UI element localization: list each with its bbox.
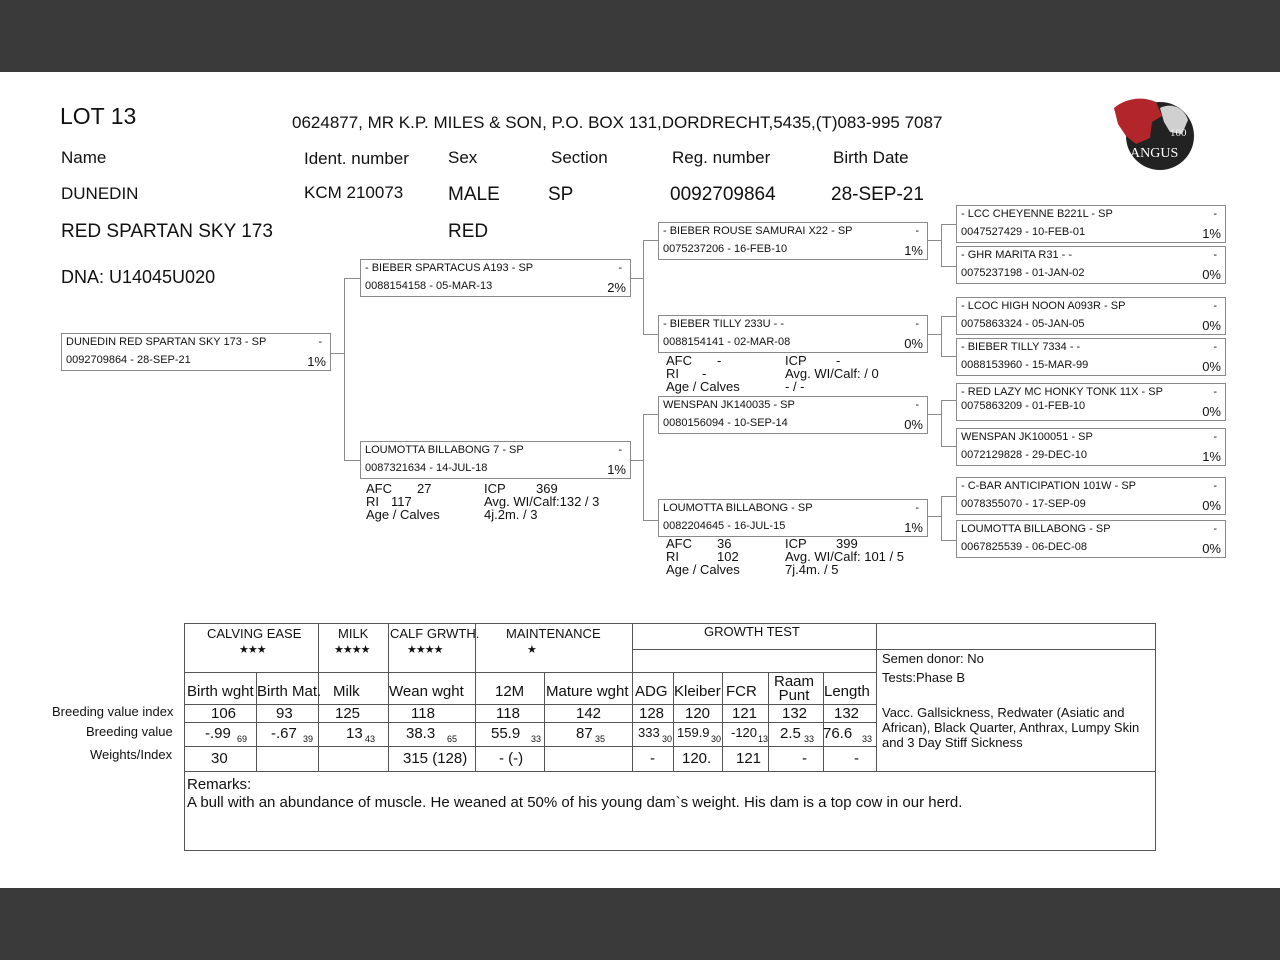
group-maint: MAINTENANCE [506, 626, 601, 641]
bvi-cell: 132 [834, 705, 860, 722]
sex-label: Sex [448, 148, 478, 167]
sire-dash: - [618, 262, 622, 274]
pedigree-text: 0088153960 - 15-MAR-99 [961, 359, 1089, 371]
pedigree-text: 0% [1202, 318, 1221, 333]
breeder-info: 0624877, MR K.P. MILES & SON, P.O. BOX 131,DORDRECHT,5435,(T)083-995 7087 [292, 113, 943, 132]
connector [941, 316, 942, 356]
col-12m: 12M [495, 683, 525, 700]
reg-value: 0092709864 [670, 184, 776, 205]
bv-cell: 2.5 [780, 725, 801, 742]
performance-text: AFC [666, 353, 692, 368]
dam-dash: - [618, 444, 622, 456]
performance-text: 399 [836, 536, 858, 551]
pedigree-ggp-6 [956, 428, 1226, 466]
dna-value: DNA: U14045U020 [61, 267, 216, 287]
pedigree-text: 0072129828 - 29-DEC-10 [961, 449, 1087, 461]
acc-cell: 30 [711, 734, 722, 744]
pedigree-text: WENSPAN JK140035 - SP [663, 399, 795, 411]
name-label: Name [61, 148, 107, 167]
pedigree-ggp-5 [956, 383, 1226, 421]
connector [629, 278, 644, 279]
table-rule [876, 624, 877, 771]
pedigree-text: 0075863324 - 05-JAN-05 [961, 318, 1085, 330]
sire-reg: 0088154158 - 05-MAR-13 [365, 280, 493, 292]
connector [941, 266, 956, 267]
performance-text: Age / Calves [666, 562, 740, 577]
connector [941, 400, 956, 401]
wt-cell: 121 [736, 750, 762, 767]
performance-text: Age / Calves [366, 507, 440, 522]
connector [643, 414, 658, 415]
connector [643, 240, 644, 334]
bvi-cell: 142 [576, 705, 602, 722]
performance-text: AFC [666, 536, 692, 551]
wt-cell: - [650, 750, 655, 767]
performance-text: ICP [484, 481, 506, 496]
name-value-2: RED SPARTAN SKY 173 [61, 221, 273, 242]
sex-value: MALE [448, 184, 500, 205]
dam-name: LOUMOTTA BILLABONG 7 - SP [365, 444, 524, 456]
pedigree-text: - BIEBER ROUSE SAMURAI X22 - SP [663, 225, 853, 237]
row-label-wt: Weights/Index [90, 747, 173, 762]
col-kleiber: Kleiber [674, 683, 721, 700]
tests: Tests:Phase B [882, 670, 966, 685]
acc-cell: 65 [447, 734, 458, 744]
performance-text: - / - [785, 379, 805, 394]
table-rule [185, 771, 1155, 772]
pedigree-ggp-2 [956, 246, 1226, 284]
wt-cell: - [854, 750, 859, 767]
bv-cell: 13 [346, 725, 363, 742]
pedigree-text: 1% [904, 520, 923, 535]
remarks-text: A bull with an abundance of muscle. He weaned at 50% of his young dam`s weight. His dam is a top cow in our herd. [187, 794, 963, 811]
performance-text: Avg. WI/Calf: 101 / 5 [785, 549, 904, 564]
dam-pct: 1% [607, 462, 626, 477]
reg-label: Reg. number [672, 148, 771, 167]
bvi-cell: 120 [685, 705, 711, 722]
connector [329, 353, 345, 354]
group-growth: GROWTH TEST [704, 624, 800, 639]
pedigree-text: 1% [904, 243, 923, 258]
pedigree-text: 0078355070 - 17-SEP-09 [961, 498, 1086, 510]
pedigree-text: 0% [1202, 541, 1221, 556]
pedigree-dam-dam [658, 499, 928, 537]
connector [941, 356, 956, 357]
connector [926, 516, 942, 517]
top-margin-bar [0, 0, 1280, 72]
pedigree-text: - RED LAZY MC HONKY TONK 11X - SP [961, 386, 1163, 398]
pedigree-text: 0088154141 - 02-MAR-08 [663, 336, 791, 348]
pedigree-text: 0% [1202, 267, 1221, 282]
ident-label: Ident. number [304, 149, 409, 168]
pedigree-text: - [915, 399, 919, 411]
animal-pct: 1% [307, 354, 326, 369]
performance-text: 4j.2m. / 3 [484, 507, 538, 522]
bv-cell: -.67 [271, 725, 297, 742]
sire-name: - BIEBER SPARTACUS A193 - SP [365, 262, 534, 274]
connector [344, 460, 360, 461]
animal-name: DUNEDIN RED SPARTAN SKY 173 - SP [66, 336, 267, 348]
acc-cell: 13 [758, 734, 769, 744]
stars-calving: ★★★ [239, 644, 266, 656]
group-calf: CALF GRWTH. [390, 626, 480, 641]
pedigree-text: - [1213, 480, 1217, 492]
stars-milk: ★★★★ [334, 644, 370, 656]
pedigree-text: - LCC CHEYENNE B221L - SP [961, 208, 1113, 220]
connector [643, 240, 658, 241]
bv-cell: 87 [576, 725, 593, 742]
acc-cell: 43 [365, 734, 376, 744]
acc-cell: 69 [237, 734, 248, 744]
pedigree-text: 0075237198 - 01-JAN-02 [961, 267, 1085, 279]
acc-cell: 30 [662, 734, 673, 744]
pedigree-ggp-3 [956, 297, 1226, 335]
bvi-cell: 118 [496, 705, 520, 722]
logo-text: ANGUS [1130, 146, 1179, 161]
performance-text: Avg. WI/Calf: / 0 [785, 366, 879, 381]
performance-text: Avg. WI/Calf:132 / 3 [484, 494, 600, 509]
pedigree-text: - [1213, 341, 1217, 353]
wt-cell: 30 [211, 750, 228, 767]
connector [926, 334, 942, 335]
pedigree-text: - LCOC HIGH NOON A093R - SP [961, 300, 1126, 312]
section-label: Section [551, 148, 608, 167]
col-fcr: FCR [726, 683, 757, 700]
pedigree-text: 0% [904, 417, 923, 432]
connector [941, 316, 956, 317]
connector [941, 496, 942, 540]
performance-text: 7j.4m. / 5 [785, 562, 839, 577]
performance-text: Age / Calves [666, 379, 740, 394]
bv-cell: -120 [731, 725, 758, 740]
ident-value: KCM 210073 [304, 183, 404, 202]
pedigree-text: - GHR MARITA R31 - - [961, 249, 1073, 261]
pedigree-dam [360, 441, 631, 479]
performance-text: - [836, 353, 841, 368]
performance-text: RI [666, 549, 679, 564]
bv-cell: 38.3 [406, 725, 436, 742]
pedigree-sire-sire [658, 222, 928, 260]
connector [344, 278, 345, 460]
pedigree-text: - BIEBER TILLY 233U - - [663, 318, 785, 330]
pedigree-text: - [1213, 249, 1217, 261]
table-rule [632, 649, 876, 650]
performance-text: RI [666, 366, 679, 381]
row-label-bvi: Breeding value index [52, 704, 174, 719]
col-raam-punt: Raam Punt [774, 673, 815, 704]
connector [629, 460, 644, 461]
logo-number: 100 [1170, 127, 1187, 139]
row-label-bv: Breeding value [86, 724, 173, 739]
wt-cell: - (-) [499, 750, 524, 767]
semen-donor: Semen donor: No [882, 651, 984, 666]
pedigree-text: LOUMOTTA BILLABONG - SP [961, 523, 1111, 535]
name-value-1: DUNEDIN [61, 184, 139, 203]
pedigree-text: - C-BAR ANTICIPATION 101W - SP [961, 480, 1137, 492]
performance-text: 27 [417, 481, 432, 496]
performance-text: 117 [391, 494, 412, 509]
col-birth-wght: Birth wght [187, 683, 254, 700]
acc-cell: 33 [531, 734, 542, 744]
pedigree-text: - [1213, 431, 1217, 443]
pedigree-ggp-1 [956, 205, 1226, 243]
pedigree-text: 1% [1202, 226, 1221, 241]
col-wean-wght: Wean wght [389, 683, 464, 700]
wt-cell: - [802, 750, 807, 767]
section-value: SP [548, 184, 574, 205]
performance-text: - [702, 366, 707, 381]
performance-text: ICP [785, 536, 807, 551]
col-mature-wght: Mature wght [546, 683, 629, 700]
group-milk: MILK [338, 626, 369, 641]
performance-text: 36 [717, 536, 732, 551]
bv-cell: 159.9 [677, 725, 710, 740]
table-rule [185, 722, 876, 723]
bvi-cell: 132 [782, 705, 808, 722]
animal-dash: - [318, 336, 322, 348]
bvi-cell: 106 [211, 705, 237, 722]
bvi-cell: 121 [732, 705, 758, 722]
pedigree-text: - [1213, 386, 1217, 398]
stars-maint: ★ [527, 644, 537, 656]
stars-calf: ★★★★ [407, 644, 443, 656]
birth-value: 28-SEP-21 [831, 184, 924, 205]
connector [643, 414, 644, 520]
pedigree-text: 0080156094 - 10-SEP-14 [663, 417, 788, 429]
pedigree-text: - [1213, 523, 1217, 535]
pedigree-text: - [915, 225, 919, 237]
bvi-cell: 125 [335, 705, 361, 722]
pedigree-text: 0082204645 - 16-JUL-15 [663, 520, 786, 532]
connector [941, 400, 942, 446]
pedigree-text: 0% [1202, 359, 1221, 374]
pedigree-sire-dam [658, 315, 928, 353]
performance-text: 102 [717, 549, 739, 564]
pedigree-sire [360, 259, 631, 297]
acc-cell: 35 [595, 734, 606, 744]
col-birth-mat: Birth Mat. [257, 683, 322, 700]
connector [941, 540, 956, 541]
wt-cell: 315 (128) [403, 750, 468, 767]
pedigree-text: - [915, 502, 919, 514]
bvi-cell: 93 [276, 705, 293, 722]
group-calving: CALVING EASE [207, 626, 302, 641]
connector [926, 240, 942, 241]
acc-cell: 33 [804, 734, 815, 744]
acc-cell: 33 [862, 734, 873, 744]
connector [926, 414, 942, 415]
sire-pct: 2% [607, 280, 626, 295]
table-rule [185, 672, 876, 673]
vaccinations: Vacc. Gallsickness, Redwater (Asiatic and African), Black Quarter, Anthrax, Lumpy Skin and 3 Day Stiff Sickness [882, 705, 1140, 750]
dam-reg: 0087321634 - 14-JUL-18 [365, 462, 488, 474]
pedigree-text: - [1213, 300, 1217, 312]
connector [643, 520, 658, 521]
performance-text: 369 [536, 481, 558, 496]
bv-cell: -.99 [205, 725, 231, 742]
bv-cell: 333 [638, 725, 660, 740]
col-length: Length [824, 683, 870, 700]
pedigree-text: 0% [904, 336, 923, 351]
pedigree-text: 0% [1202, 498, 1221, 513]
pedigree-text: WENSPAN JK100051 - SP [961, 431, 1093, 443]
table-rule [475, 624, 476, 771]
performance-text: AFC [366, 481, 392, 496]
remarks-label: Remarks: [187, 776, 252, 793]
animal-reg: 0092709864 - 28-SEP-21 [66, 354, 191, 366]
birth-label: Birth Date [833, 148, 909, 167]
col-adg: ADG [635, 683, 668, 700]
pedigree-text: LOUMOTTA BILLABONG - SP [663, 502, 813, 514]
pedigree-text: 0047527429 - 10-FEB-01 [961, 226, 1086, 238]
connector [344, 278, 360, 279]
angus-logo [1112, 94, 1194, 172]
connector [941, 224, 956, 225]
bv-cell: 55.9 [491, 725, 521, 742]
colour-value: RED [448, 221, 489, 242]
connector [941, 496, 956, 497]
pedigree-animal [61, 333, 331, 371]
performance-table [184, 623, 1156, 851]
pedigree-text: 1% [1202, 449, 1221, 464]
connector [941, 446, 956, 447]
bv-cell: 76.6 [823, 725, 853, 742]
lot-number: LOT 13 [60, 103, 137, 129]
pedigree-dam-sire [658, 396, 928, 434]
bvi-cell: 118 [411, 705, 435, 722]
wt-cell: 120. [682, 750, 712, 767]
pedigree-ggp-7 [956, 477, 1226, 515]
pedigree-text: - BIEBER TILLY 7334 - - [961, 341, 1081, 353]
pedigree-text: - [915, 318, 919, 330]
pedigree-text: 0075863209 - 01-FEB-10 [961, 400, 1086, 412]
pedigree-text: - [1213, 208, 1217, 220]
pedigree-ggp-8 [956, 520, 1226, 558]
performance-text: RI [366, 494, 379, 509]
table-rule [632, 624, 633, 771]
bvi-cell: 128 [639, 705, 665, 722]
table-rule [876, 649, 1155, 650]
pedigree-text: 0067825539 - 06-DEC-08 [961, 541, 1087, 553]
table-rule [185, 746, 876, 747]
pedigree-text: 0% [1202, 404, 1221, 419]
col-milk: Milk [333, 683, 360, 700]
acc-cell: 39 [303, 734, 314, 744]
performance-text: - [717, 353, 722, 368]
connector [643, 334, 658, 335]
pedigree-ggp-4 [956, 338, 1226, 376]
bottom-margin-bar [0, 888, 1280, 960]
performance-text: ICP [785, 353, 807, 368]
connector [941, 224, 942, 266]
pedigree-text: 0075237206 - 16-FEB-10 [663, 243, 788, 255]
